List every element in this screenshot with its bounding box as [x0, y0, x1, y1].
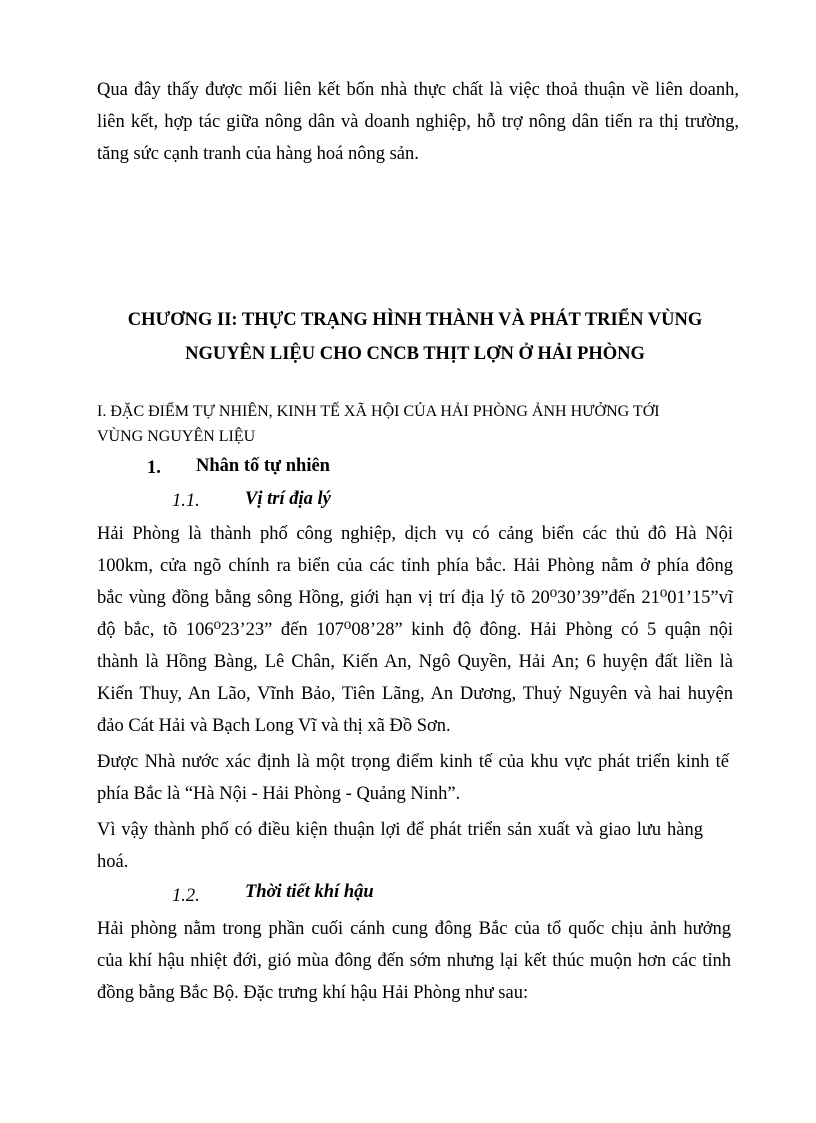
subheading-number: 1.2.: [172, 886, 200, 906]
text-line: Kiến Thuy, An Lão, Vĩnh Bảo, Tiên Lãng, An Dương, Thuỷ Nguyên và hai huyện: [97, 684, 733, 704]
text-line: hoá.: [97, 852, 129, 872]
location-paragraph: [97, 518, 733, 742]
heading-title: Nhân tố tự nhiên: [196, 456, 330, 476]
section-heading: [97, 399, 737, 449]
text-line: độ bắc, tõ 106⁰23’23” đến 107⁰08’28” kinh độ đông. Hải Phòng có 5 quận nội: [97, 620, 733, 640]
text-line: tăng sức cạnh tranh của hàng hoá nông sản.: [97, 144, 419, 164]
text-line: đảo Cát Hải và Bạch Long Vĩ và thị xã Đồ Sơn.: [97, 716, 451, 736]
text-line: Vì vậy thành phố có điều kiện thuận lợi để phát triển sản xuất và giao lưu hàng: [97, 820, 703, 840]
text-line: của khí hậu nhiệt đới, gió mùa đông đến sớm nhưng lại kết thúc muộn hơn các tỉnh: [97, 951, 731, 971]
section-heading-line: VÙNG NGUYÊN LIỆU: [97, 428, 256, 445]
subheading-title: Thời tiết khí hậu: [245, 882, 374, 902]
text-line: Qua đây thấy được mối liên kết bốn nhà thực chất là việc thoả thuận về liên doanh,: [97, 80, 739, 100]
chapter-heading-line: CHƯƠNG II: THỰC TRẠNG HÌNH THÀNH VÀ PHÁT TRIỂN VÙNG: [127, 310, 703, 330]
text-line: liên kết, hợp tác giữa nông dân và doanh nghiệp, hỗ trợ nông dân tiến ra thị trường,: [97, 112, 739, 132]
text-line: phía Bắc là “Hà Nội - Hải Phòng - Quảng Ninh”.: [97, 784, 461, 804]
state-paragraph: [97, 746, 729, 810]
climate-paragraph: [97, 913, 731, 1009]
text-line: đồng bằng Bắc Bộ. Đặc trưng khí hậu Hải Phòng như sau:: [97, 983, 529, 1003]
chapter-heading-line: NGUYÊN LIỆU CHO CNCB THỊT LỢN Ở HẢI PHÒNG: [185, 344, 645, 364]
section-heading-line: I. ĐẶC ĐIỂM TỰ NHIÊN, KINH TẾ XÃ HỘI CỦA HẢI PHÒNG ẢNH HƯỞNG TỚI: [97, 403, 660, 420]
condition-paragraph: [97, 814, 703, 878]
intro-paragraph: [97, 74, 739, 170]
text-line: bắc vùng đồng bằng sông Hồng, giới hạn vị trí địa lý tõ 20⁰30’39”đến 21⁰01’15”vĩ: [97, 588, 733, 608]
text-line: thành là Hồng Bàng, Lê Chân, Kiến An, Ngô Quyền, Hải An; 6 huyện đất liền là: [97, 652, 733, 672]
text-line: 100km, cửa ngõ chính ra biển của các tỉnh phía bắc. Hải Phòng nằm ở phía đông: [97, 556, 733, 576]
text-line: Được Nhà nước xác định là một trọng điểm kinh tế của khu vực phát triển kinh tế: [97, 752, 729, 772]
text-line: Hải Phòng là thành phố công nghiệp, dịch vụ có cảng biển các thủ đô Hà Nội: [97, 524, 733, 544]
subheading-title: Vị trí địa lý: [245, 489, 331, 509]
subheading-number: 1.1.: [172, 491, 200, 511]
heading-number: 1.: [147, 458, 161, 478]
text-line: Hải phòng nằm trong phần cuối cánh cung đông Bắc của tổ quốc chịu ảnh hưởng: [97, 919, 731, 939]
chapter-heading: [90, 303, 740, 371]
